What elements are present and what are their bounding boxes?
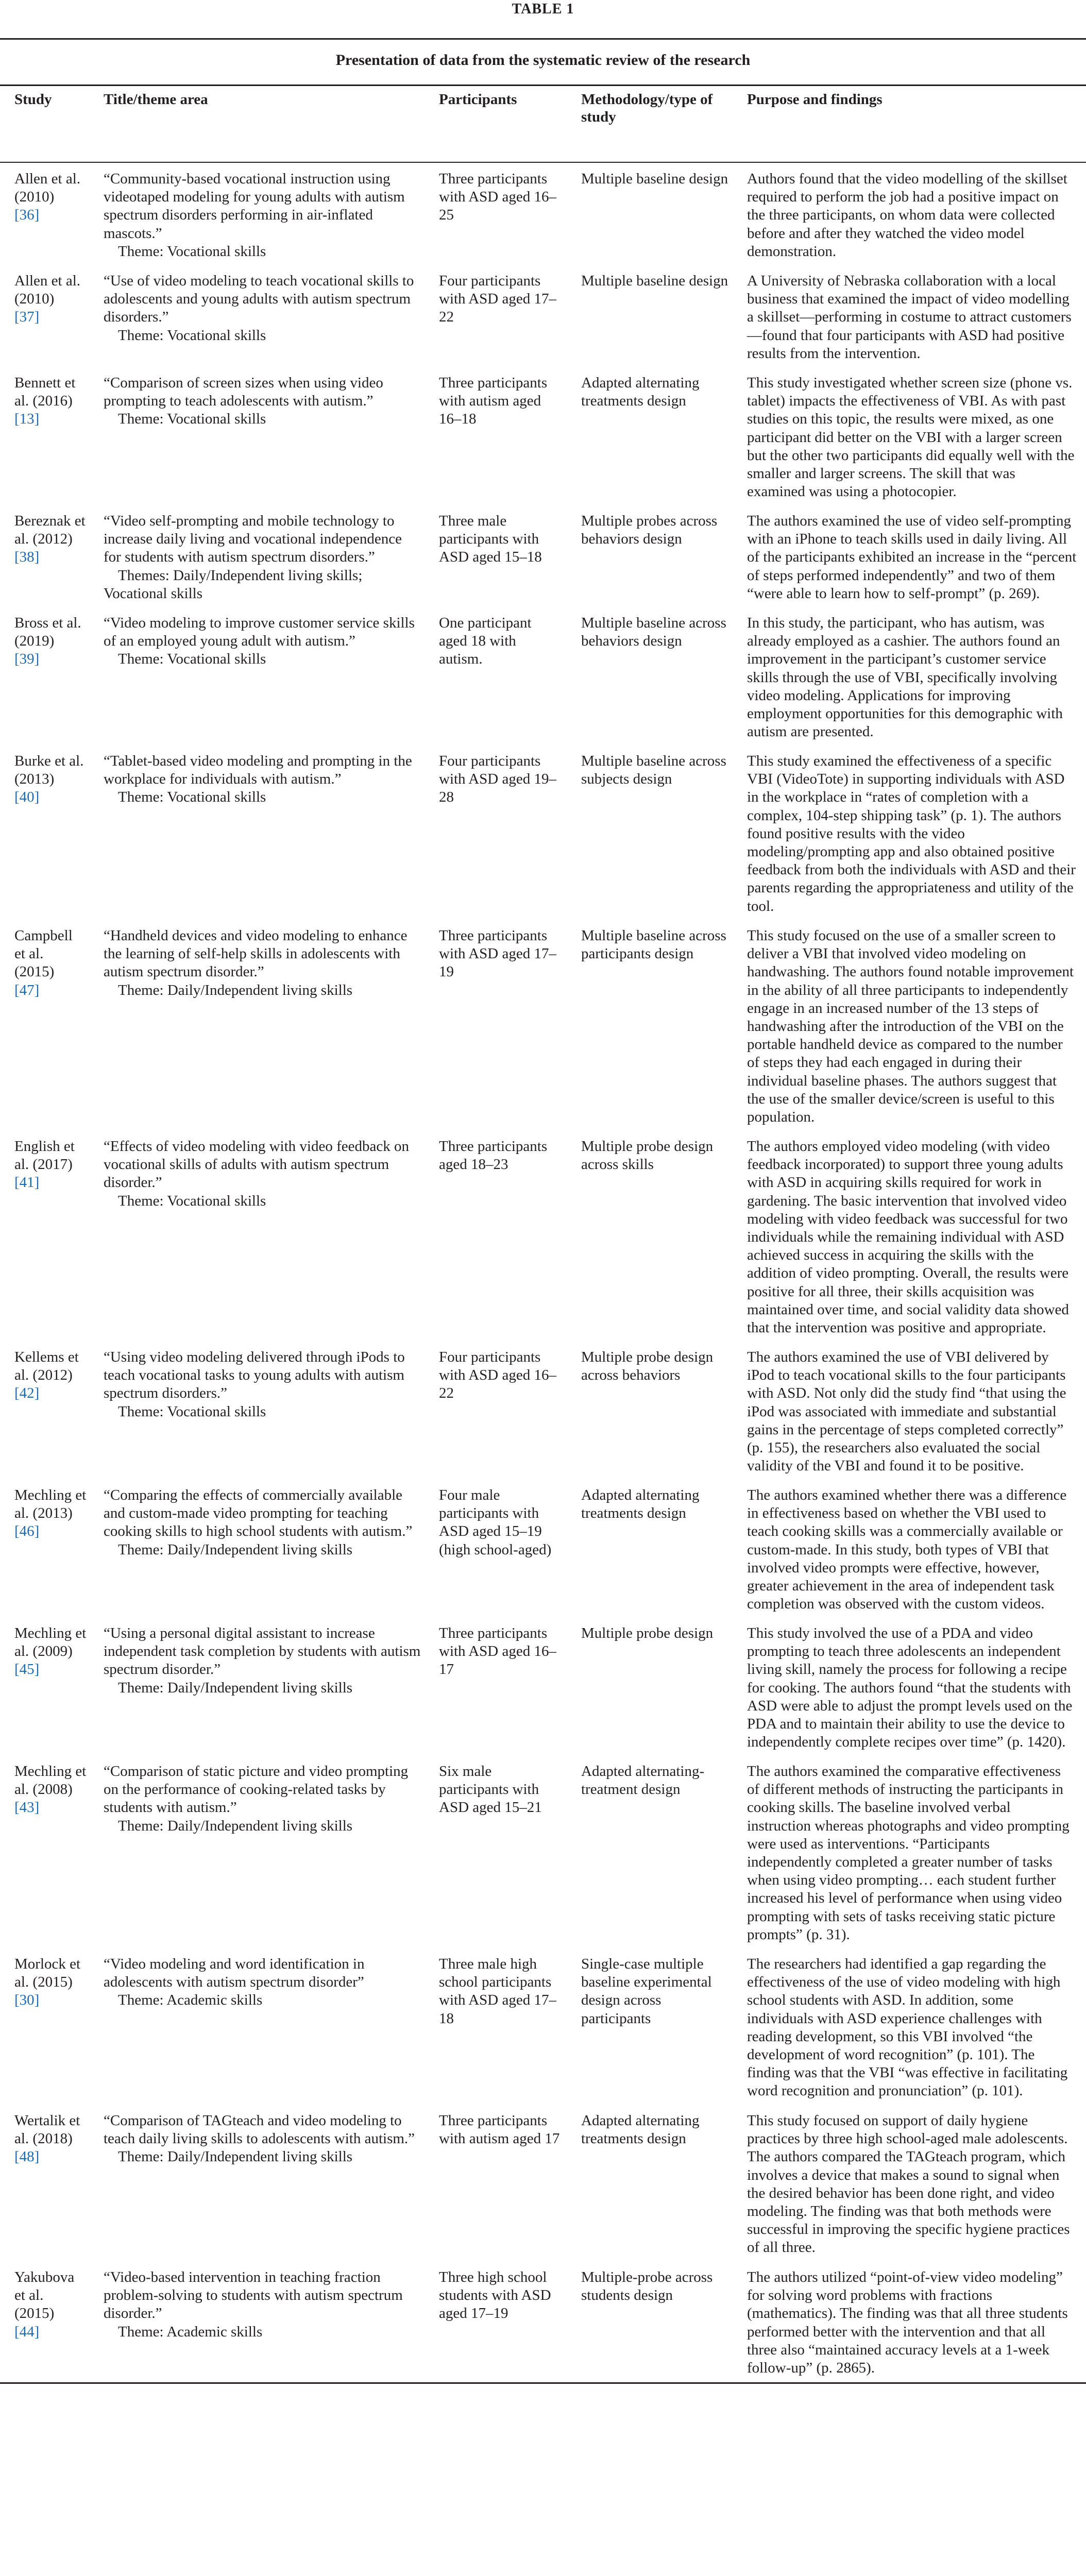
header-purpose: Purpose and findings [747, 91, 883, 108]
study-theme: Theme: Daily/Independent living skills [118, 2148, 353, 2165]
purpose-cell: The authors examined the use of video self-prompting with an iPhone to teach skills used in daily living. All of the participants exhibited an increase in the “percent of steps performed independently” and two of them “were able to learn how to self-prompt” (p. 269). [747, 513, 1077, 602]
purpose-cell: This study focused on support of daily hygiene practices by three high school-aged male adolescents. The authors compared the TAGteach program, which involves a device that makes a sound to signal when the desired behavior has been done right, and video modeling. The finding was that both methods were successful in improving the specific hygiene practices of all three. [747, 2112, 1070, 2256]
title-cell [104, 272, 423, 345]
study-cell [14, 170, 87, 225]
methodology-cell: Multiple probe design across skills [581, 1138, 714, 1173]
study-cell [14, 1762, 87, 1817]
study-title: “Effects of video modeling with video feedback on vocational skills of adults with autism spectrum disorder.” [104, 1138, 409, 1191]
title-cell [104, 2112, 423, 2166]
study-cell [14, 374, 87, 429]
table-row [0, 1348, 1086, 1475]
title-cell [104, 1138, 423, 1210]
study-title: “Comparison of TAGteach and video modeling to teach daily living skills to adolescents with autism.” [104, 2112, 415, 2147]
study-theme: Theme: Academic skills [118, 2323, 263, 2340]
study-title: “Video-based intervention in teaching fraction problem-solving to students with autism spectrum disorder.” [104, 2269, 403, 2322]
reference-link[interactable]: [43] [14, 1799, 40, 1816]
title-cell [104, 1955, 423, 2010]
study-name: Bereznak et al. (2012) [14, 513, 86, 548]
title-cell [104, 1348, 423, 1421]
methodology-cell: Multiple baseline across participants design [581, 927, 726, 962]
participants-cell: Six male participants with ASD aged 15–21 [439, 1763, 542, 1816]
table-row [0, 614, 1086, 741]
purpose-cell: The authors examined the comparative effectiveness of different methods of instructing the participants in cooking skills. The baseline involved verbal instruction whereas photographs and video prompting were used as interventions. “Participants independently completed a greater number of tasks when using video prompting… each student further increased his level of performance when using video prompting with sets of tasks receiving static picture prompts” (p. 31). [747, 1763, 1070, 1943]
study-theme: Theme: Daily/Independent living skills [118, 981, 353, 998]
participants-cell: Three male high school participants with ASD aged 17–18 [439, 1956, 556, 2027]
methodology-cell: Multiple baseline across subjects design [581, 753, 726, 788]
title-cell [104, 752, 423, 807]
title-cell [104, 1624, 423, 1697]
purpose-cell: The authors employed video modeling (with video feedback incorporated) to support three young adults with ASD in acquiring skills required for work in gardening. The basic intervention that involved video modeling with video feedback was successful for two individuals while the remaining individual with ASD achieved success in acquiring the skills with the addition of video prompting. Overall, the results were positive for all three, their skills acquisition was maintained over time, and social validity data showed that the intervention was positive and appropriate. [747, 1138, 1069, 1336]
study-name: Burke et al. (2013) [14, 753, 84, 788]
reference-link[interactable]: [47] [14, 981, 40, 998]
purpose-cell: This study focused on the use of a smaller screen to deliver a VBI that involved video modeling on handwashing. The authors found notable improvement in the ability of all three participants to independently engage in an increased number of the 13 steps of handwashing after the introduction of the VBI on the portable handheld device as compared to the number of steps they had each engaged in during their individual baseline phases. The authors suggest that the use of the smaller device/screen is useful to this population. [747, 927, 1074, 1126]
study-cell [14, 272, 87, 327]
reference-link[interactable]: [38] [14, 549, 40, 566]
study-theme: Theme: Daily/Independent living skills [118, 1679, 353, 1696]
study-theme: Theme: Vocational skills [118, 789, 266, 806]
reference-link[interactable]: [13] [14, 411, 40, 428]
reference-link[interactable]: [48] [14, 2148, 40, 2165]
purpose-cell: The authors utilized “point-of-view video modeling” for solving word problems with fractions (mathematics). The finding was that all three students performed better with the intervention and that all three also “maintained accuracy levels at a 1-week follow-up” (p. 2865). [747, 2269, 1068, 2377]
methodology-cell: Adapted alternating treatments design [581, 1487, 700, 1522]
purpose-cell: This study investigated whether screen size (phone vs. tablet) impacts the effectiveness of VBI. As with past studies on this topic, the results were mixed, as one participant did better on the VBI with a larger screen but the other two participants did equally well with the smaller and larger screens. The skill that was examined was using a photocopier. [747, 375, 1075, 500]
purpose-cell: The authors examined whether there was a difference in effectiveness based on whether the VBI used to teach cooking skills was a commercially available or custom-made. In this study, both types of VBI that involved video prompts were effective, however, greater achievement in the area of independent task completion was observed with the custom videos. [747, 1487, 1067, 1613]
participants-cell: Three participants with autism aged 16–18 [439, 375, 548, 428]
table-row [0, 1955, 1086, 2100]
participants-cell: Four participants with ASD aged 19–28 [439, 753, 556, 806]
table-row [0, 1624, 1086, 1751]
table-row [0, 512, 1086, 603]
study-cell [14, 2268, 87, 2341]
header-bottom-rule [0, 162, 1086, 163]
methodology-cell: Multiple-probe across students design [581, 2269, 713, 2304]
title-cell [104, 170, 423, 261]
study-name: Yakubova et al. (2015) [14, 2269, 75, 2322]
methodology-cell: Multiple baseline design [581, 171, 728, 187]
participants-cell: Three participants with autism aged 17 [439, 2112, 560, 2147]
study-title: “Community-based vocational instruction using videotaped modeling for young adults with autism spectrum disorders performing in air-inflated mascots.” [104, 171, 405, 242]
purpose-cell: The authors examined the use of VBI delivered by iPod to teach vocational skills to the four participants with ASD. Not only did the study find “that using the iPod was associated with immediate and substantial gains in the percentage of steps completed correctly” (p. 155), the researchers also evaluated the social validity of the VBI and found it to be positive. [747, 1349, 1066, 1475]
study-cell [14, 512, 87, 567]
study-theme: Theme: Academic skills [118, 1992, 263, 2009]
study-theme: Theme: Vocational skills [118, 1192, 266, 1209]
table-header [0, 91, 1086, 158]
methodology-cell: Multiple probe design across behaviors [581, 1349, 714, 1384]
participants-cell: One participant aged 18 with autism. [439, 615, 532, 668]
study-cell [14, 1486, 87, 1541]
header-top-rule [0, 84, 1086, 86]
purpose-cell: This study examined the effectiveness of a specific VBI (VideoTote) in supporting individuals with ASD in the workplace in “rates of completion with a complex, 104-step shipping task” (p. 1). The authors found positive results with the video modeling/prompting app and also obtained positive feedback from both the individuals with ASD and their parents regarding the appropriateness and utility of the tool. [747, 753, 1076, 914]
participants-cell: Three participants aged 18–23 [439, 1138, 548, 1173]
title-cell [104, 1762, 423, 1835]
study-name: Mechling et al. (2013) [14, 1487, 87, 1522]
study-name: English et al. (2017) [14, 1138, 75, 1173]
table-caption: Presentation of data from the systematic review of the research [335, 52, 751, 69]
table-row [0, 927, 1086, 1126]
study-name: Mechling et al. (2009) [14, 1625, 87, 1660]
methodology-cell: Adapted alternating-treatment design [581, 1763, 705, 1798]
title-cell [104, 512, 423, 603]
study-title: “Tablet-based video modeling and prompting in the workplace for individuals with autism.” [104, 753, 412, 788]
study-theme: Themes: Daily/Independent living skills; Vocational skills [104, 567, 363, 602]
study-name: Wertalik et al. (2018) [14, 2112, 80, 2147]
participants-cell: Three participants with ASD aged 16–25 [439, 171, 556, 224]
methodology-cell: Adapted alternating treatments design [581, 375, 700, 410]
table-row [0, 374, 1086, 501]
participants-cell: Four male participants with ASD aged 15–19 (high school-aged) [439, 1487, 552, 1558]
reference-link[interactable]: [42] [14, 1385, 40, 1402]
reference-link[interactable]: [30] [14, 1992, 40, 2009]
study-theme: Theme: Daily/Independent living skills [118, 1817, 353, 1834]
reference-link[interactable]: [41] [14, 1174, 40, 1191]
purpose-cell: This study involved the use of a PDA and video prompting to teach three adolescents an independent living skill, namely the process for following a recipe for cooking. The authors found “that the students with ASD were able to adjust the prompt levels used on the PDA and to maintain their ability to use the device to independently complete recipes over time” (p. 1420). [747, 1625, 1073, 1751]
study-name: Campbell et al. (2015) [14, 927, 73, 980]
table-row [0, 1486, 1086, 1613]
purpose-cell: A University of Nebraska collaboration with a local business that examined the impact of video modelling a skillset—performing in costume to attract customers—found that four participants with ASD had positive results from the intervention. [747, 273, 1072, 362]
methodology-cell: Multiple probes across behaviors design [581, 513, 718, 548]
methodology-cell: Multiple probe design [581, 1625, 714, 1641]
study-title: “Video self-prompting and mobile technology to increase daily living and vocational independence for students with autism spectrum disorders.” [104, 513, 402, 566]
study-cell [14, 1348, 87, 1403]
study-name: Bross et al. (2019) [14, 615, 81, 650]
reference-link[interactable]: [36] [14, 207, 40, 224]
study-cell [14, 752, 87, 807]
purpose-cell: The researchers had identified a gap regarding the effectiveness of the use of video modeling with high school students with ASD. In addition, some individuals with ASD experience challenges with reading development, so this VBI involved “the development of word recognition” (p. 101). The finding was that the VBI “was effective in facilitating word recognition and pronunciation” (p. 101). [747, 1956, 1068, 2099]
methodology-cell: Multiple baseline across behaviors design [581, 615, 726, 650]
study-theme: Theme: Vocational skills [118, 1403, 266, 1420]
study-title: “Video modeling to improve customer service skills of an employed young adult with autism.” [104, 615, 415, 650]
bottom-rule [0, 2382, 1086, 2384]
table-row [0, 2268, 1086, 2377]
table-row [0, 2112, 1086, 2257]
participants-cell: Three high school students with ASD aged 17–19 [439, 2269, 551, 2322]
study-title: “Comparing the effects of commercially available and custom-made video prompting for teaching cooking skills to high school students with autism.” [104, 1487, 413, 1540]
study-title: “Comparison of screen sizes when using video prompting to teach adolescents with autism.” [104, 375, 383, 410]
reference-link[interactable]: [44] [14, 2323, 40, 2340]
study-theme: Theme: Vocational skills [118, 243, 266, 260]
header-title: Title/theme area [104, 91, 208, 108]
study-title: “Video modeling and word identification in adolescents with autism spectrum disorder” [104, 1956, 365, 1991]
header-methodology: Methodology/type of study [581, 91, 713, 125]
participants-cell: Four participants with ASD aged 16–22 [439, 1349, 556, 1402]
title-cell [104, 1486, 423, 1559]
title-cell [104, 2268, 423, 2341]
study-name: Allen et al. (2010) [14, 171, 81, 206]
participants-cell: Three male participants with ASD aged 15–18 [439, 513, 542, 566]
methodology-cell: Multiple baseline design [581, 273, 728, 289]
participants-cell: Four participants with ASD aged 17–22 [439, 273, 556, 326]
study-name: Bennett et al. (2016) [14, 375, 76, 410]
methodology-cell: Adapted alternating treatments design [581, 2112, 700, 2147]
study-cell [14, 2112, 87, 2166]
study-name: Kellems et al. (2012) [14, 1349, 79, 1384]
purpose-cell: Authors found that the video modelling of the skillset required to perform the job had a positive impact on the three participants, on whom data were collected before and after they watched the video model demonstration. [747, 171, 1067, 260]
title-cell [104, 614, 423, 669]
study-name: Allen et al. (2010) [14, 273, 81, 308]
table-row [0, 1138, 1086, 1337]
study-theme: Theme: Daily/Independent living skills [118, 1541, 353, 1558]
study-cell [14, 1138, 87, 1192]
header-participants: Participants [439, 91, 517, 108]
study-cell [14, 614, 87, 669]
reference-link[interactable]: [37] [14, 309, 40, 326]
study-title: “Using video modeling delivered through iPods to teach vocational tasks to young adults with autism spectrum disorders.” [104, 1349, 405, 1402]
study-title: “Using a personal digital assistant to increase independent task completion by students with autism spectrum disorder.” [104, 1625, 421, 1678]
methodology-cell: Single-case multiple baseline experimental design across participants [581, 1956, 712, 2027]
header-study: Study [14, 91, 52, 108]
table-number: TABLE 1 [512, 1, 574, 17]
study-theme: Theme: Vocational skills [118, 327, 266, 344]
reference-link[interactable]: [40] [14, 789, 40, 806]
participants-cell: Three participants with ASD aged 17–19 [439, 927, 556, 980]
reference-link[interactable]: [46] [14, 1523, 40, 1540]
title-cell [104, 374, 423, 429]
study-theme: Theme: Vocational skills [118, 411, 266, 428]
title-cell [104, 927, 423, 999]
study-cell [14, 927, 87, 999]
top-rule [0, 38, 1086, 40]
study-name: Morlock et al. (2015) [14, 1956, 81, 1991]
study-title: “Handheld devices and video modeling to enhance the learning of self-help skills in adolescents with autism spectrum disorder.” [104, 927, 408, 980]
study-cell [14, 1624, 87, 1679]
reference-link[interactable]: [45] [14, 1661, 40, 1678]
study-cell [14, 1955, 87, 2010]
purpose-cell: In this study, the participant, who has autism, was already employed as a cashier. The authors found an improvement in the participant’s customer service skills through the use of VBI, specifically involving video modeling. Applications for improving employment opportunities for this demographic with autism are presented. [747, 615, 1063, 740]
study-title: “Use of video modeling to teach vocational skills to adolescents and young adults with autism spectrum disorders.” [104, 273, 414, 326]
table-row [0, 272, 1086, 363]
table-row [0, 170, 1086, 261]
study-title: “Comparison of static picture and video prompting on the performance of cooking-related tasks by students with autism.” [104, 1763, 409, 1816]
table-row [0, 1762, 1086, 1944]
reference-link[interactable]: [39] [14, 651, 40, 668]
study-theme: Theme: Vocational skills [118, 651, 266, 668]
table-row [0, 752, 1086, 916]
study-name: Mechling et al. (2008) [14, 1763, 87, 1798]
participants-cell: Three participants with ASD aged 16–17 [439, 1625, 556, 1678]
